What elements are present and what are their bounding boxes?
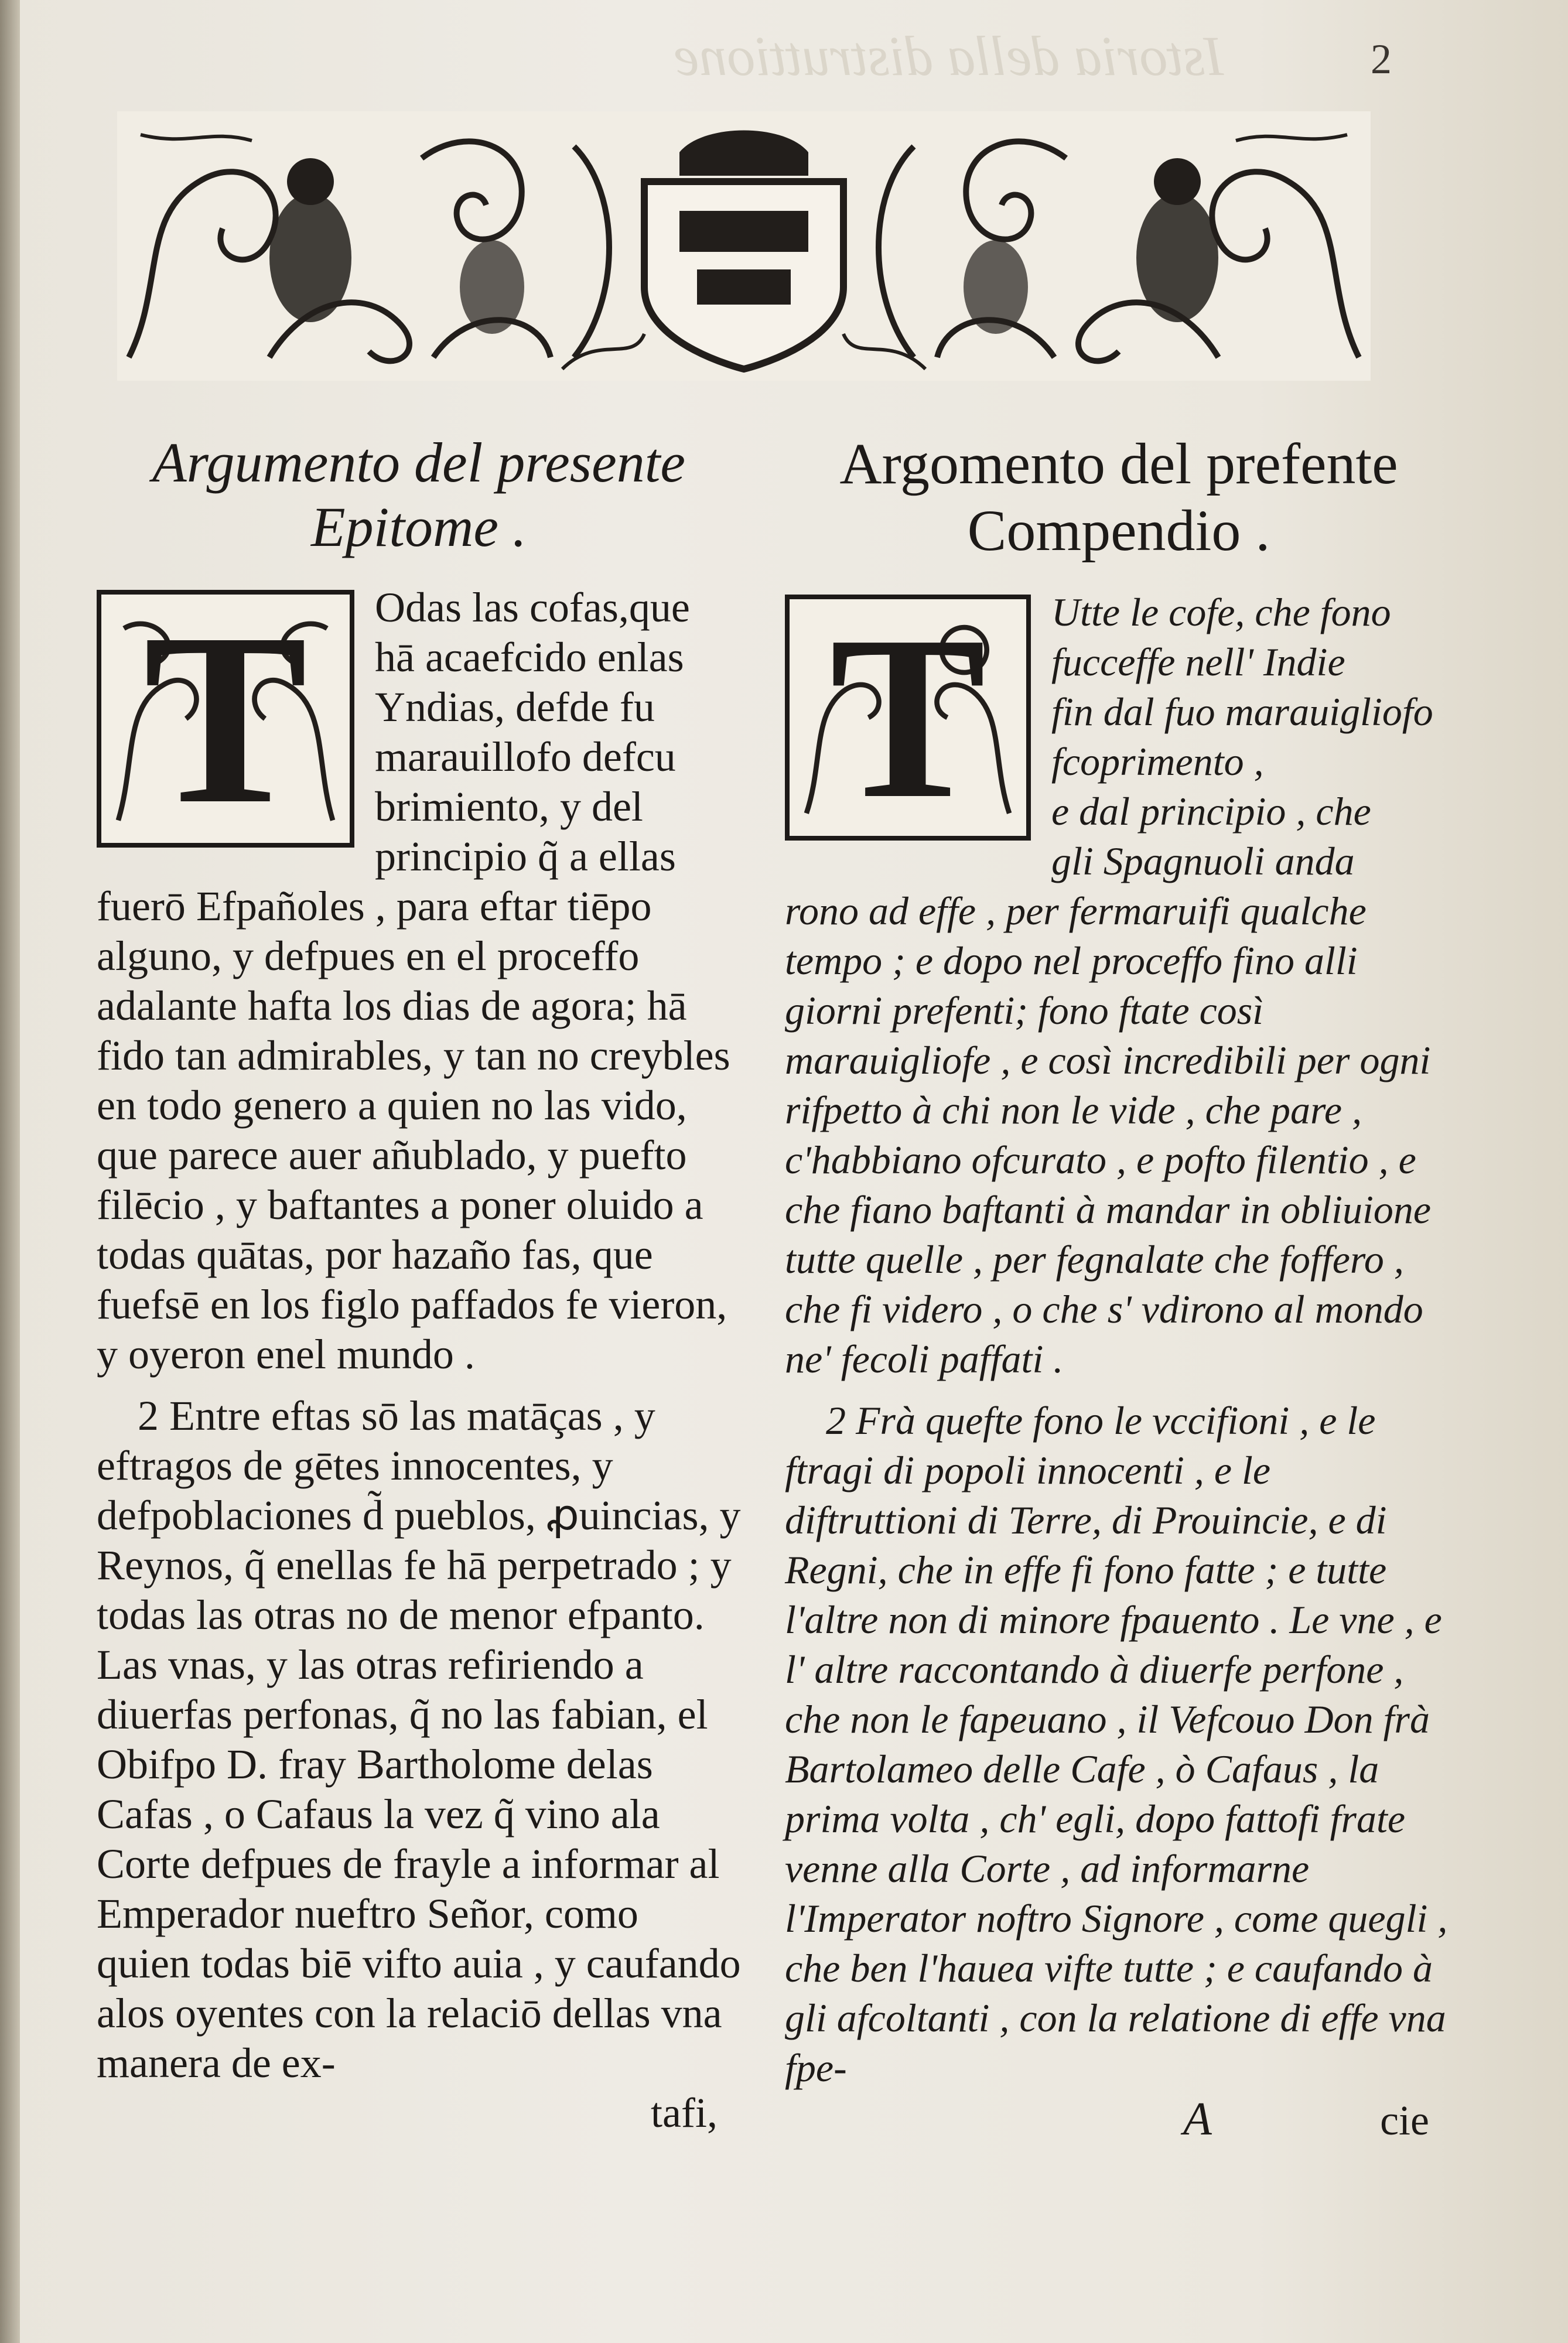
italian-heading-line-2: Compendio . <box>967 498 1270 563</box>
spanish-heading-line-1: Argumento del presente <box>152 431 685 494</box>
spanish-line-4: marauillofo defcu <box>375 733 676 780</box>
spanish-line-3: Yndias, defde fu <box>375 684 655 730</box>
bleed-through-text: Istoria della distruttione <box>674 25 1224 87</box>
dropcap-letter: T <box>829 588 986 847</box>
spanish-catchword: tafi, <box>651 2089 718 2136</box>
italian-dropcap <box>785 588 1031 847</box>
italian-paragraph-1-continued: rono ad effe , per fermaruifi qualche tempo ; e dopo nel proceffo fino alli giorni prefenti; fono ftate così marauigliofe , e così incredibili per ogni rifpetto à chi non le vide , che pare , c'habbiano ofcurato , e pofto filentio , e che fiano baftanti à mandar in obliuione tutte quelle , per fegnalate che foffero , che fi videro , o che s' vdirono al mondo ne' fecoli paffati . <box>785 889 1432 1381</box>
spanish-paragraph-2: 2 Entre eftas sō las matāças , y eftragos de gētes innocentes, y defpoblaciones d̃ pueblos, ꝓuincias, y Reynos, q̃ enellas fe hā perpetrado ; y todas las otras no de menor efpanto. Las vnas, y las otras refiriendo a diuerfas perfonas, q̃ no las fabian, el Obifpo D. fray Bartholome delas Cafas , o Cafaus la vez q̃ vino ala Corte defpues de frayle a informar al Emperador nueftro Señor, como quien todas biē vifto auia , y caufando alos oyentes con la relaciō dellas vna manera de ex- <box>97 1392 741 2086</box>
headpiece-engraving <box>117 111 1371 381</box>
page-number: 2 <box>1371 36 1392 83</box>
italian-line-1: Utte le cofe, che fono <box>1051 590 1391 634</box>
spanish-line-6: principio q̃ a ellas <box>375 833 676 880</box>
spanish-line-2: hā acaefcido enlas <box>375 634 684 681</box>
italian-line-5: gli Spagnuoli anda <box>1051 839 1355 883</box>
dropcap-letter: T <box>143 582 308 855</box>
spanish-paragraph-1-continued: fuerō Efpañoles , para eftar tiēpo alguno, y defpues en el proceffo adalante hafta los dias de agora; hā fido tan admirables, y tan no creybles en todo genero a quien no las vido, que parece auer añublado, y puefto filēcio , y baftantes a poner oluido a todas quātas, por hazaño fas, que fuefsē en los figlo paffados fe vieron, y oyeron enel mundo . <box>97 883 730 1378</box>
italian-column <box>785 431 1453 2146</box>
spanish-first-paragraph <box>97 583 741 882</box>
spanish-column <box>97 431 741 2138</box>
book-spine <box>0 0 20 2343</box>
italian-first-paragraph <box>785 588 1453 886</box>
italian-paragraph-2: 2 Frà quefte fono le vccifioni , e le ftragi di popoli innocenti , e le diftruttioni di Terre, di Prouincie, e di Regni, che in effe fi fono fatte ; e tutte l'altre non di minore fpauento . Le vne , e l' altre raccontando à diuerfe perfone , che non le fapeuano , il Vefcouo Don frà Bartolameo delle Cafe , ò Cafaus , la prima volta , ch' egli, dopo fattofi frate venne alla Corte , ad informarne l'Imperator noftro Signore , come quegli , che ben l'hauea vifte tutte ; e caufando à gli afcoltanti , con la relatione di effe vna fpe- <box>785 1398 1448 2090</box>
italian-line-2: fucceffe nell' Indie <box>1051 640 1345 684</box>
italian-heading-line-1: Argomento del prefente <box>839 431 1398 496</box>
spanish-line-5: brimiento, y del <box>375 783 643 830</box>
italian-footer-line <box>785 2093 1453 2146</box>
italian-line-3: fin dal fuo marauigliofo fcoprimento , <box>1051 689 1433 784</box>
spanish-heading-line-2: Epitome . <box>311 496 527 558</box>
italian-catchword: cie <box>1380 2097 1429 2144</box>
spanish-dropcap <box>97 582 354 855</box>
ornamental-headpiece <box>117 111 1371 381</box>
spanish-line-1: Odas las cofas,que <box>375 584 690 631</box>
signature-mark: A <box>1183 2093 1212 2145</box>
italian-line-4: e dal principio , che <box>1051 789 1371 834</box>
